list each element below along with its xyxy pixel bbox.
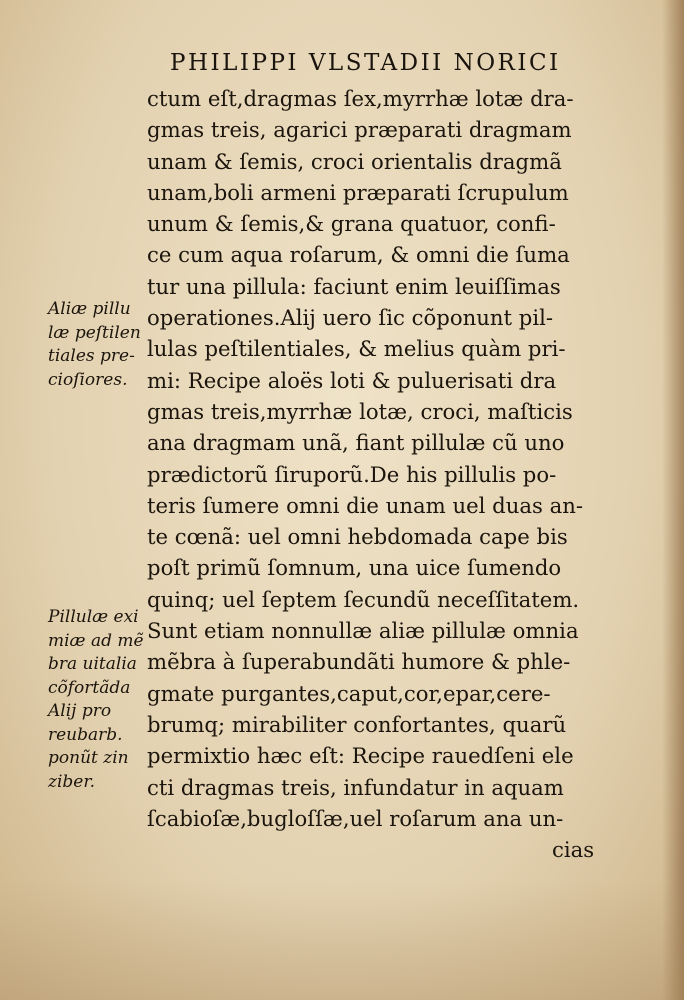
margin-note-line: læ peſtilen — [48, 322, 141, 343]
text-line: lulas peſtilentiales, & melius quàm pri- — [147, 336, 566, 362]
margin-note-line: cioſiores. — [48, 369, 128, 390]
text-line: Sunt etiam nonnullæ aliæ pillulæ omnia — [147, 618, 579, 644]
margin-note-line: ponũt zin — [48, 748, 129, 768]
margin-note-line: bra uitalia — [48, 654, 137, 674]
text-line: ctum eſt,dragmas ſex,myrrhæ lotæ dra- — [147, 86, 574, 111]
main-text — [147, 83, 617, 865]
text-line: gmas treis,myrrhæ lotæ, croci, maſticis — [147, 398, 573, 424]
page-stain — [0, 880, 684, 1000]
margin-note-line: Aliæ pillu — [48, 299, 131, 319]
catchword: cias — [552, 837, 595, 863]
text-line: poſt primũ ſomnum, una uice ſumendo — [147, 555, 562, 581]
margin-note-line: tiales pre- — [48, 346, 135, 366]
text-line: unum & ſemis,& grana quatuor, confi- — [147, 211, 556, 237]
text-line: unam,boli armeni præparati ſcrupulum — [147, 179, 569, 205]
text-line: ana dragmam unã, fiant pillulæ cũ uno — [147, 430, 565, 456]
text-line: teris ſumere omni die unam uel duas an- — [147, 492, 584, 518]
text-line: quinq; uel ſeptem ſecundũ neceſſitatem. — [147, 586, 580, 612]
margin-note-line: miæ ad mẽ — [48, 630, 144, 651]
text-line: prædictorũ ſiruporũ.De his pillulis po- — [147, 461, 557, 487]
margin-note-line: reubarb. — [48, 724, 123, 745]
text-line: mi: Recipe aloës loti & puluerisati dra — [147, 367, 557, 393]
margin-note-line: ziber. — [48, 771, 95, 792]
text-line: permixtio hæc eſt: Recipe rauedſeni ele — [147, 743, 574, 769]
text-line: unam & ſemis, croci orientalis dragmã — [147, 148, 562, 174]
running-head: PHILIPPI VLSTADII NORICI — [170, 50, 561, 76]
margin-note-line: Alij pro — [48, 701, 112, 721]
text-line: gmas treis, agarici præparati dragmam — [147, 117, 572, 143]
text-line: gmate purgantes,caput,cor,epar,cere- — [147, 680, 551, 706]
page-edge-shadow — [662, 0, 684, 1000]
text-line: brumq; mirabiliter confortantes, quarũ — [147, 711, 567, 737]
text-line: operationes.Alij uero ſic cõponunt pil- — [147, 305, 554, 331]
text-line: ſcabioſæ,bugloſſæ,uel roſarum ana un- — [147, 805, 564, 831]
margin-note-line: cõfortãda — [48, 677, 131, 698]
margin-note-vital-organ-pills — [48, 606, 143, 794]
margin-note-line: Pillulæ exi — [48, 607, 139, 627]
text-line: cti dragmas treis, infundatur in aquam — [147, 774, 564, 800]
text-line: mẽbra à ſuperabundãti humore & phle- — [147, 649, 571, 675]
margin-note-pestilential-pills — [48, 298, 143, 392]
text-line: te cœnã: uel omni hebdomada cape bis — [147, 524, 568, 550]
text-line: tur una pillula: faciunt enim leuiſſimas — [147, 273, 561, 299]
text-line: ce cum aqua roſarum, & omni die ſuma — [147, 242, 570, 268]
